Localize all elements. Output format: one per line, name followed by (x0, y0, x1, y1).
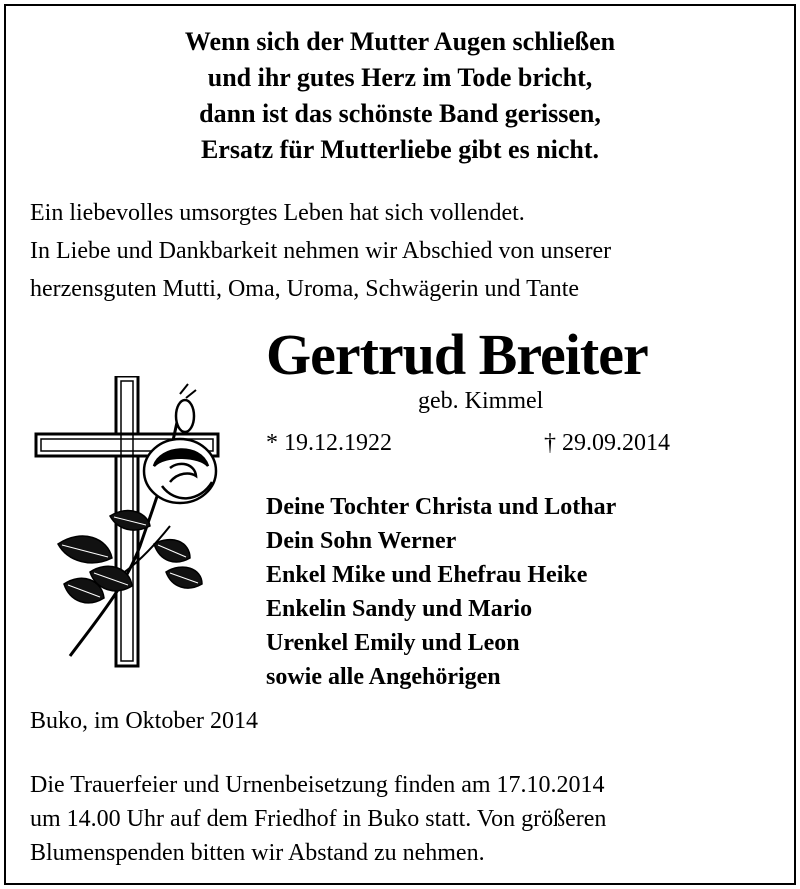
funeral-info (30, 768, 606, 870)
place-date: Buko, im Oktober 2014 (30, 708, 258, 734)
mourner-line: Enkelin Sandy und Mario (266, 596, 533, 622)
mourner-line: Enkel Mike und Ehefrau Heike (266, 562, 588, 588)
mourner-line: Dein Sohn Werner (266, 528, 457, 554)
intro-text (30, 194, 611, 308)
intro-line: herzensguten Mutti, Oma, Uroma, Schwägerin und Tante (30, 276, 580, 302)
mourners-list (266, 490, 616, 694)
poem-line: dann ist das schönste Band gerissen, (199, 99, 601, 128)
deceased-name: Gertrud Breiter (266, 322, 648, 387)
mourner-line: sowie alle Angehörigen (266, 664, 501, 690)
funeral-line: Die Trauerfeier und Urnenbeisetzung finden am 17.10.2014 (30, 772, 605, 798)
poem-line: und ihr gutes Herz im Tode bricht, (207, 63, 593, 92)
death-date: † 29.09.2014 (544, 430, 670, 456)
intro-line: In Liebe und Dankbarkeit nehmen wir Abschied von unserer (30, 238, 612, 264)
mourner-line: Deine Tochter Christa und Lothar (266, 494, 617, 520)
obituary-notice (4, 4, 796, 885)
cross-with-rose-icon (30, 376, 230, 676)
birth-date: * 19.12.1922 (266, 430, 392, 456)
funeral-line: Blumenspenden bitten wir Abstand zu nehmen. (30, 840, 485, 866)
funeral-line: um 14.00 Uhr auf dem Friedhof in Buko statt. Von größeren (30, 806, 607, 832)
poem (6, 24, 794, 168)
mourner-line: Urenkel Emily und Leon (266, 630, 520, 656)
maiden-name: geb. Kimmel (418, 388, 544, 414)
poem-line: Wenn sich der Mutter Augen schließen (184, 27, 616, 56)
intro-line: Ein liebevolles umsorgtes Leben hat sich vollendet. (30, 200, 525, 226)
poem-line: Ersatz für Mutterliebe gibt es nicht. (200, 135, 600, 164)
